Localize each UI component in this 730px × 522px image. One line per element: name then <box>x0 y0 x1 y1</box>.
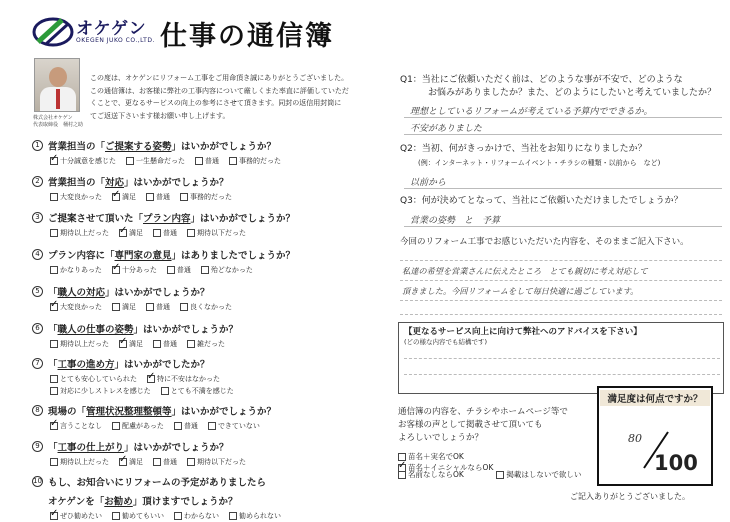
option[interactable] <box>50 228 109 238</box>
option-label: かなりあった <box>60 266 102 274</box>
option[interactable] <box>50 457 109 467</box>
options-row <box>50 192 392 202</box>
checkbox[interactable] <box>153 458 161 466</box>
option-label: 満足 <box>129 340 143 348</box>
checkbox[interactable] <box>229 157 237 165</box>
checkbox-p2[interactable] <box>398 471 406 479</box>
question-text: プラン内容に「専門家の意見」はありましたでしょうか？ <box>48 250 296 262</box>
intro-line: くことで、更なるサービスの向上の参考にさせて頂きます。同封の返信用封筒に <box>90 99 342 107</box>
option-label: 満足 <box>129 458 143 466</box>
question-number: 8 <box>32 405 43 416</box>
advice-title: 【更なるサービス向上に向けて弊社へのアドバイスを下さい】 <box>404 327 642 337</box>
checkbox[interactable] <box>187 458 195 466</box>
question-number: 1 <box>32 140 43 151</box>
checkbox[interactable] <box>50 193 58 201</box>
option-label: 普通 <box>163 340 177 348</box>
question-text: 「職人の仕事の姿勢」はいかがでしょうか？ <box>48 324 239 336</box>
option[interactable] <box>112 421 164 431</box>
question-text: ご提案させて頂いた「プラン内容」はいかがでしょうか？ <box>48 213 296 225</box>
publish-option-label: 苗名＋実名でOK <box>408 452 464 461</box>
option-label: 普通 <box>163 458 177 466</box>
q2-text: Q2：当初、何がきっかけで、当社をお知りになりましたか？ <box>400 144 647 154</box>
question-number: 9 <box>32 441 43 452</box>
option[interactable] <box>112 192 136 202</box>
option[interactable] <box>126 156 185 166</box>
impression-answer-line1: 私達の希望を営業さんに伝えたところ とても親切に考え対応して <box>402 266 648 276</box>
option-label: 期待以下だった <box>197 229 246 237</box>
score-max: 100 <box>654 451 698 475</box>
checkbox[interactable] <box>50 340 58 348</box>
publish-options <box>398 451 598 480</box>
options-row <box>50 339 392 349</box>
question-text: 「工事の仕上がり」はいかがでしょうか？ <box>48 442 229 454</box>
q2-example: (例：インターネット・リフォームイベント・チラシの種類・以前から など) <box>418 159 661 167</box>
checkbox[interactable] <box>153 229 161 237</box>
options-row <box>50 228 392 238</box>
option-label: 勧めてもいい <box>122 512 164 520</box>
checkbox[interactable] <box>229 512 237 520</box>
checkbox[interactable] <box>195 157 203 165</box>
option-label: ぜひ勧めたい <box>60 512 102 520</box>
intro-line: この度は、オケゲンにリフォーム工事をご用命頂き誠にありがとうございました。 <box>90 74 349 82</box>
option[interactable] <box>112 265 157 275</box>
checkbox[interactable] <box>112 193 120 201</box>
logo-name: オケゲン <box>76 19 147 39</box>
checkbox[interactable] <box>180 193 188 201</box>
option-label: 期待以上だった <box>60 458 109 466</box>
options-row <box>50 511 392 521</box>
question-number: 2 <box>32 176 43 187</box>
option[interactable] <box>146 302 170 312</box>
question-number: 6 <box>32 323 43 334</box>
checkbox[interactable] <box>187 229 195 237</box>
option-label: 十分あった <box>121 266 157 274</box>
score-title: 満足度は何点ですか？ <box>600 390 710 406</box>
option-label: 満足 <box>122 193 136 201</box>
option-label: 十分誠意を感じた <box>60 157 116 165</box>
option-label: とても不満を感じた <box>170 387 234 395</box>
impression-answer-line2: 頂きました。今回リフォームをして毎日快適に過ごしています。 <box>402 286 639 296</box>
question-2 <box>32 171 392 202</box>
checkbox[interactable] <box>112 512 120 520</box>
footer-thanks: ご記入ありがとうございました。 <box>570 492 690 501</box>
option[interactable] <box>229 511 281 521</box>
options-row <box>50 302 392 312</box>
question-number: 7 <box>32 358 43 369</box>
options-row <box>50 374 392 384</box>
option[interactable] <box>153 457 177 467</box>
question-10 <box>32 471 392 521</box>
options-row <box>50 457 392 467</box>
option[interactable] <box>50 339 109 349</box>
question-text: 「工事の進め方」はいかがでしたか？ <box>48 359 210 371</box>
question-text: 営業担当の「ご提案する姿勢」はいかがでしょうか？ <box>48 141 277 153</box>
checkbox[interactable] <box>119 458 127 466</box>
q3-text: Q3：何が決めてとなって、当社にご依頼いただけましたでしょうか？ <box>400 196 683 206</box>
option[interactable] <box>187 228 246 238</box>
publish-line: よろしいでしょうか？ <box>398 433 484 443</box>
checkbox[interactable] <box>147 375 155 383</box>
score-value: 80 <box>628 432 642 445</box>
publish-question <box>398 406 568 445</box>
question-1 <box>32 135 392 166</box>
checkbox[interactable] <box>50 422 58 430</box>
option[interactable] <box>119 228 143 238</box>
option-label: 雑だった <box>197 340 225 348</box>
option-label: 大変良かった <box>60 303 102 311</box>
publish-option-label: 掲載はしないで欲しい <box>506 470 582 479</box>
option-label: 普通 <box>176 266 191 274</box>
question-number: 3 <box>32 212 43 223</box>
checkbox[interactable] <box>50 303 58 311</box>
option-label: 特に不安はなかった <box>157 375 220 383</box>
checkbox[interactable] <box>208 422 216 430</box>
option[interactable] <box>119 339 143 349</box>
question-text: もし、お知合いにリフォームの予定がありましたら <box>48 477 267 489</box>
option-label: 対応に少しストレスを感じた <box>60 387 151 395</box>
logo-subtitle: OKEGEN JUKO CO.,LTD. <box>76 37 155 44</box>
option[interactable] <box>50 511 102 521</box>
q3-answer: 営業の姿勢 と 予算 <box>410 216 501 226</box>
option-label: 勧められない <box>239 512 281 520</box>
q1-text <box>400 74 716 100</box>
publish-line: お客様の声として掲載させて頂いても <box>398 420 543 430</box>
option[interactable] <box>208 421 260 431</box>
president-photo <box>34 58 80 112</box>
checkbox[interactable] <box>146 303 154 311</box>
option-label: 大変良かった <box>60 193 102 201</box>
checkbox[interactable] <box>50 375 58 383</box>
question-text-line2: オケゲンを「お勧め」頂けますでしょうか？ <box>48 496 238 508</box>
publish-line: 通信簿の内容を、チラシやホームページ等で <box>398 407 568 417</box>
option[interactable] <box>187 339 225 349</box>
option-label: 普通 <box>205 157 219 165</box>
signature-company: 株式会社オケゲン <box>33 115 73 121</box>
option-label: 期待以上だった <box>60 229 109 237</box>
intro-text <box>90 72 390 122</box>
checkbox[interactable] <box>50 458 58 466</box>
q1-line: Q1：当社にご依頼いただく前は、どのような事が不安で、どのような <box>400 75 683 85</box>
option-label: 普通 <box>183 422 198 430</box>
q2-answer: 以前から <box>410 178 447 188</box>
option[interactable] <box>187 457 246 467</box>
logo-icon <box>32 16 74 48</box>
checkbox[interactable] <box>161 387 169 395</box>
checkbox[interactable] <box>50 512 58 520</box>
option[interactable] <box>50 302 102 312</box>
checkbox[interactable] <box>201 266 209 274</box>
checkbox[interactable] <box>50 229 58 237</box>
option[interactable] <box>119 457 143 467</box>
option[interactable] <box>201 265 253 275</box>
q1-line: お悩みがありましたか？また、どのようにしたいと考えていましたか？ <box>428 88 717 98</box>
question-text: 現場の「管理状況整理整頓等」はいかがでしょうか？ <box>48 406 277 418</box>
question-6 <box>32 318 392 349</box>
question-text: 営業担当の「対応」はいかがでしょうか？ <box>48 177 229 189</box>
checkbox-p3[interactable] <box>496 471 504 479</box>
question-number: 5 <box>32 286 43 297</box>
checkbox[interactable] <box>112 266 120 274</box>
option[interactable] <box>50 386 151 396</box>
checkbox[interactable] <box>112 422 120 430</box>
checkbox[interactable] <box>50 387 58 395</box>
question-7 <box>32 353 392 396</box>
checkbox[interactable] <box>187 340 195 348</box>
option-label: 期待以下だった <box>197 458 246 466</box>
question-number: 4 <box>32 249 43 260</box>
option[interactable] <box>167 265 191 275</box>
option-label: 期待以上だった <box>60 340 109 348</box>
option[interactable] <box>50 192 102 202</box>
checkbox[interactable] <box>167 266 175 274</box>
signature-name: 代表取締役 桶村之助 <box>33 122 84 128</box>
option-label: とても安心していられた <box>60 375 137 383</box>
option-label: 普通 <box>156 193 170 201</box>
checkbox[interactable] <box>119 340 127 348</box>
checkbox[interactable] <box>50 266 58 274</box>
checkbox[interactable] <box>153 340 161 348</box>
option[interactable] <box>50 265 102 275</box>
option[interactable] <box>112 302 136 312</box>
checkbox[interactable] <box>180 303 188 311</box>
publish-option-label: 名前なしならOK <box>408 470 464 479</box>
option-label: できていない <box>217 422 260 430</box>
question-4 <box>32 244 392 275</box>
option[interactable] <box>50 156 116 166</box>
option[interactable] <box>153 228 177 238</box>
option[interactable] <box>195 156 219 166</box>
q1-answer-line1: 理想としているリフォームが考えている予算内でできるか。 <box>410 107 653 117</box>
option-label: 事務的だった <box>239 157 281 165</box>
option-label: 一生懸命だった <box>136 157 185 165</box>
options-row <box>50 421 392 431</box>
intro-line: てご返送下さいます様お願い申し上げます。 <box>90 111 230 120</box>
checkbox[interactable] <box>146 193 154 201</box>
intro-line: この通信簿は、お客様に弊社の工事内容について厳しくまた率直に評価していただ <box>90 86 349 95</box>
publish-option[interactable] <box>398 451 484 462</box>
option-label: 良くなかった <box>190 303 232 311</box>
question-3 <box>32 207 392 238</box>
q1-answer-line2: 不安がありました <box>410 124 483 134</box>
checkbox[interactable] <box>112 303 120 311</box>
publish-option[interactable] <box>496 469 581 480</box>
question-5 <box>32 281 392 312</box>
option[interactable] <box>153 339 177 349</box>
checkbox[interactable] <box>174 512 182 520</box>
option-label: 配慮があった <box>122 422 164 430</box>
publish-option-label: 苗名＋イニシャルならOK <box>408 463 494 472</box>
option[interactable] <box>147 374 220 384</box>
impression-title: 今回のリフォーム工事でお感じいただいた内容を、そのままご記入下さい。 <box>400 237 689 247</box>
option[interactable] <box>50 374 137 384</box>
option-label: 普通 <box>156 303 170 311</box>
option[interactable] <box>50 421 102 431</box>
option[interactable] <box>229 156 281 166</box>
publish-option[interactable] <box>398 469 484 480</box>
option[interactable] <box>180 302 232 312</box>
question-number: 10 <box>33 477 42 485</box>
option-label: 殆どなかった <box>210 266 253 274</box>
option-label: 事務的だった <box>190 193 232 201</box>
checkbox[interactable] <box>126 157 134 165</box>
options-row <box>50 386 392 396</box>
advice-subtitle: (どの様な内容でも結構です) <box>404 338 488 346</box>
option-label: 普通 <box>163 229 177 237</box>
question-8 <box>32 400 392 431</box>
question-9 <box>32 436 392 467</box>
options-row <box>50 156 392 166</box>
option[interactable] <box>112 511 164 521</box>
checkbox[interactable] <box>174 422 182 430</box>
option[interactable] <box>174 421 198 431</box>
checkbox[interactable] <box>50 157 58 165</box>
option[interactable] <box>146 192 170 202</box>
option[interactable] <box>180 192 232 202</box>
option-label: 満足 <box>129 229 143 237</box>
option-label: わからない <box>184 512 219 520</box>
option-label: 満足 <box>122 303 136 311</box>
checkbox[interactable] <box>119 229 127 237</box>
option-label: 言うことなし <box>60 422 102 430</box>
question-text: 「職人の対応」はいかがでしょうか？ <box>48 287 210 299</box>
page-title: 仕事の通信簿 <box>160 21 334 52</box>
options-row <box>50 265 392 275</box>
option[interactable] <box>161 386 234 396</box>
option[interactable] <box>174 511 219 521</box>
